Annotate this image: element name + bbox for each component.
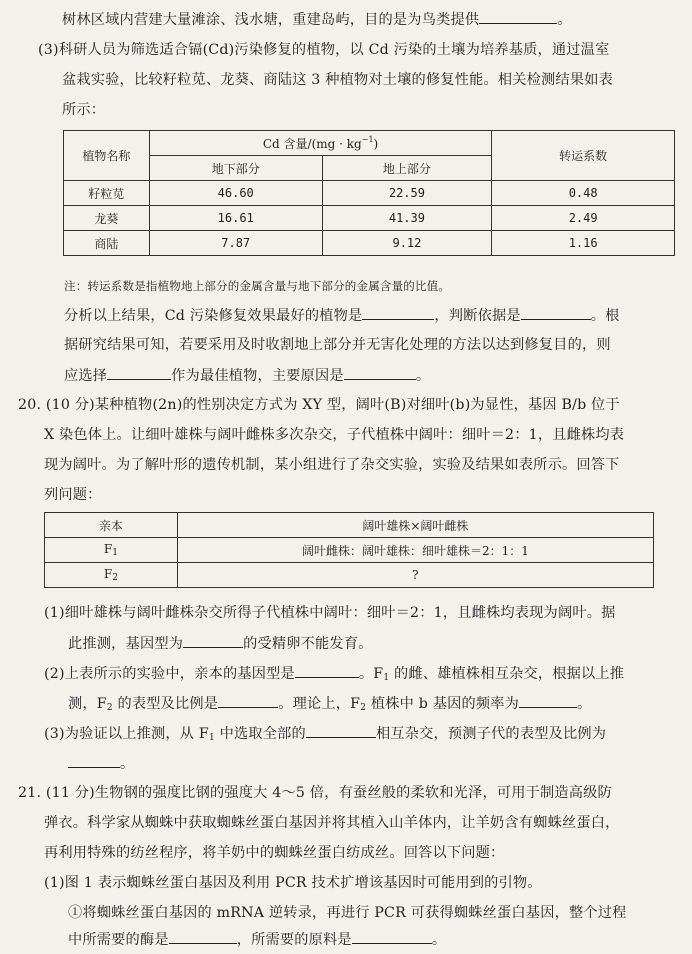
answer-blank[interactable] bbox=[107, 364, 171, 380]
header-transfer-coefficient: 转运系数 bbox=[492, 131, 675, 181]
aboveground-value: 41.39 bbox=[322, 206, 492, 231]
q21-line-3: 再利用特殊的纺丝程序，将羊奶中的蜘蛛丝蛋白纺成丝。回答以下问题： bbox=[44, 845, 505, 861]
plant-name: 龙葵 bbox=[64, 206, 150, 231]
table-row bbox=[64, 231, 675, 256]
underground-value: 16.61 bbox=[149, 206, 322, 231]
q20-sub2-line-1: (2)上表所示的实验中，亲本的基因型是 。$F_1$ 的雌、雄植株相互杂交，根据以上推 bbox=[44, 662, 624, 689]
q21-line-1: 21. (11 分)生物钢的强度比钢的强度大 4～5 倍，有蚕丝般的柔软和光泽，可用于制造高级防 bbox=[18, 785, 612, 801]
parent-cross: 阔叶雄株×阔叶雌株 bbox=[177, 513, 653, 538]
answer-blank[interactable] bbox=[183, 632, 243, 648]
parent-label: 亲本 bbox=[45, 513, 178, 538]
q21-sub1a-line-1: ①将蜘蛛丝蛋白基因的 mRNA 逆转录，再进行 PCR 可获得蜘蛛丝蛋白基因，整个过程 bbox=[68, 905, 627, 921]
table-row bbox=[64, 181, 675, 206]
answer-blank[interactable] bbox=[521, 304, 591, 320]
q19-part3-line-3: 所示： bbox=[62, 102, 106, 118]
q20-sub3-line-2: 。 bbox=[68, 752, 134, 775]
plant-name: 籽粒苋 bbox=[64, 181, 150, 206]
f1-label: $F_1$ bbox=[45, 538, 178, 563]
q19-analysis-line-1: 分析以上结果，Cd 污染修复效果最好的植物是 ，判断依据是 。根 bbox=[64, 304, 620, 327]
q19-analysis-line-2: 据研究结果可知，若要采用及时收割地上部分并无害化处理的方法以达到修复目的，则 bbox=[64, 337, 611, 353]
transfer-value: 0.48 bbox=[492, 181, 675, 206]
header-cd-content: Cd 含量$/(mg \cdot kg^{-1})$ bbox=[149, 131, 491, 156]
header-aboveground: 地上部分 bbox=[322, 156, 492, 181]
answer-blank[interactable] bbox=[479, 8, 557, 24]
cross-experiment-table bbox=[44, 512, 654, 588]
aboveground-value: 22.59 bbox=[322, 181, 492, 206]
answer-blank[interactable] bbox=[352, 928, 432, 944]
answer-blank[interactable] bbox=[295, 662, 359, 678]
table-row bbox=[45, 538, 654, 563]
header-plant-name: 植物名称 bbox=[64, 131, 150, 181]
f2-label: $F_2$ bbox=[45, 563, 178, 588]
answer-blank[interactable] bbox=[169, 928, 237, 944]
aboveground-value: 9.12 bbox=[322, 231, 492, 256]
q19-line-1: 树林区域内营建大量滩涂、浅水塘，重建岛屿，目的是为鸟类提供 。 bbox=[62, 8, 572, 31]
q20-sub2-line-2: 测，$F_2$ 的表型及比例是 。理论上，$F_2$ 植株中 b 基因的频率为 。 bbox=[68, 692, 591, 719]
plant-name: 商陆 bbox=[64, 231, 150, 256]
f2-result: ? bbox=[177, 563, 653, 588]
transfer-value: 1.16 bbox=[492, 231, 675, 256]
table-row bbox=[64, 206, 675, 231]
q19-part3-line-1: (3)科研人员为筛选适合镉(Cd)污染修复的植物，以 Cd 污染的土壤为培养基质，通过温室 bbox=[38, 42, 610, 58]
q20-sub3-line-1: (3)为验证以上推测，从 $F_1$ 中选取全部的 相互杂交，预测子代的表型及比例为 bbox=[44, 722, 606, 749]
f1-result: 阔叶雌株：阔叶雄株：细叶雄株＝2：1：1 bbox=[177, 538, 653, 563]
q20-line-3: 现为阔叶。为了解叶形的遗传机制，某小组进行了杂交实验，实验及结果如表所示。回答下 bbox=[44, 457, 620, 473]
answer-blank[interactable] bbox=[218, 692, 278, 708]
q20-sub1-line-1: (1)细叶雄株与阔叶雌株杂交所得子代植株中阔叶：细叶＝2：1，且雌株均表现为阔叶。据 bbox=[44, 605, 616, 621]
q19-part3-line-2: 盆栽实验，比较籽粒苋、龙葵、商陆这 3 种植物对土壤的修复性能。相关检测结果如表 bbox=[62, 72, 613, 88]
answer-blank[interactable] bbox=[306, 722, 376, 738]
cd-content-table bbox=[63, 130, 675, 256]
table-note: 注：转运系数是指植物地上部分的金属含量与地下部分的金属含量的比值。 bbox=[64, 279, 451, 293]
q20-line-1: 20. (10 分)某种植物(2n)的性别决定方式为 XY 型，阔叶(B)对细叶(b)为显性，基因 B/b 位于 bbox=[18, 397, 620, 413]
q20-sub1-line-2: 此推测，基因型为 的受精卵不能发育。 bbox=[68, 632, 373, 655]
underground-value: 46.60 bbox=[149, 181, 322, 206]
answer-blank[interactable] bbox=[362, 304, 434, 320]
q21-sub1-line: (1)图 1 表示蜘蛛丝蛋白基因及利用 PCR 技术扩增该基因时可能用到的引物。 bbox=[44, 875, 542, 891]
answer-blank[interactable] bbox=[68, 752, 120, 768]
q20-line-2: X 染色体上。让细叶雄株与阔叶雌株多次杂交，子代植株中阔叶：细叶＝2：1，且雌株均表 bbox=[44, 427, 625, 443]
underground-value: 7.87 bbox=[149, 231, 322, 256]
q19-analysis-line-3: 应选择 作为最佳植物，主要原因是 。 bbox=[64, 364, 430, 387]
table-row bbox=[45, 563, 654, 588]
transfer-value: 2.49 bbox=[492, 206, 675, 231]
q20-line-4: 列问题： bbox=[44, 487, 102, 503]
answer-blank[interactable] bbox=[519, 692, 577, 708]
q21-sub1a-line-2: 中所需要的酶是 ，所需要的原料是 。 bbox=[68, 928, 446, 951]
q21-line-2: 弹衣。科学家从蜘蛛中获取蜘蛛丝蛋白基因并将其植入山羊体内，让羊奶含有蜘蛛丝蛋白， bbox=[44, 815, 620, 831]
answer-blank[interactable] bbox=[344, 364, 416, 380]
header-underground: 地下部分 bbox=[149, 156, 322, 181]
table-row bbox=[45, 513, 654, 538]
